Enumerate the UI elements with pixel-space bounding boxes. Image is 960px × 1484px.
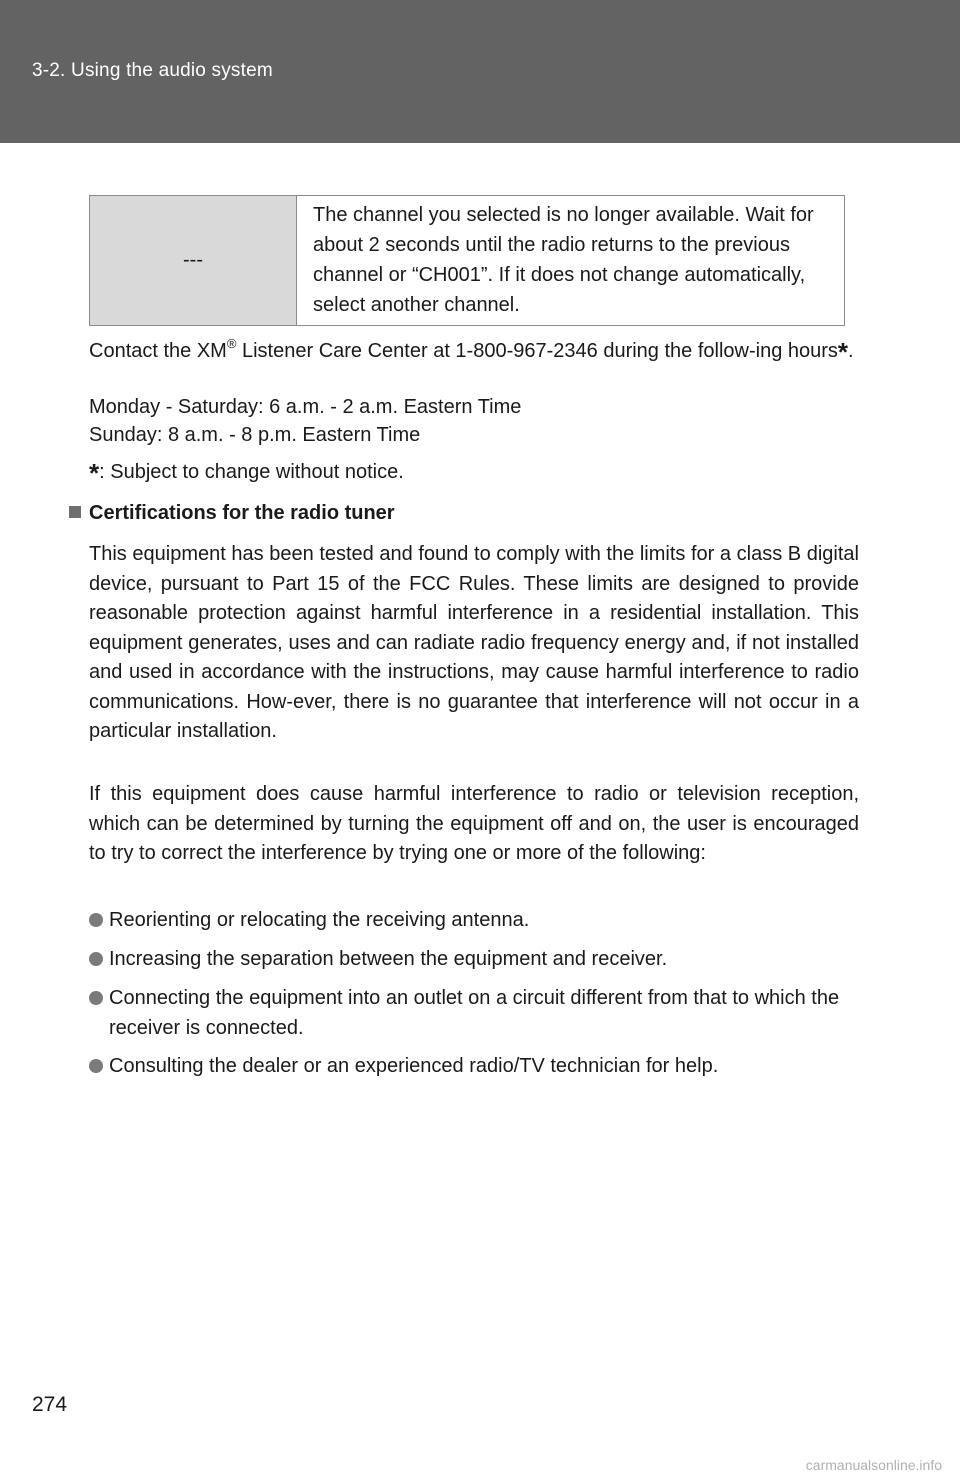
bullet-dot-icon [89,1059,103,1073]
certifications-paragraph-1: This equipment has been tested and found to comply with the limits for a class B digital device, pursuant to Part 15 of the FCC Rules. These limits are designed to provide reasonable protection against harmful interference in a residential installation. This equipment generates, uses and can radiate radio frequency energy and, if not installed and used in accordance with the instructions, may cause harmful interference to radio communications. How-ever, there is no guarantee that interference will not occur in a particular installation. [89,543,859,742]
footnote-marker: * [837,337,849,367]
certifications-paragraph-2: If this equipment does cause harmful interference to radio or television reception, which can be determined by turning the equipment off and on, the user is encouraged to try to correct the interference by trying one or more of the following: [89,783,859,864]
watermark: carmanualsonline.info [805,1457,942,1473]
footnote [89,458,859,486]
list-item [89,905,859,935]
registered-mark: ® [226,336,237,351]
contact-paragraph [89,337,859,365]
hours-weekday: Monday - Saturday: 6 a.m. - 2 a.m. Eastern Time [89,396,522,418]
list-item-text: Connecting the equipment into an outlet on a circuit different from that to which the receiver is connected. [109,987,840,1039]
footnote-star: * [89,458,100,488]
list-item-text: Reorienting or relocating the receiving antenna. [109,909,530,931]
bullet-dot-icon [89,991,103,1005]
list-item-text: Increasing the separation between the equipment and receiver. [109,948,668,970]
contact-text-cont: Listener Care Center at 1-800-967-2346 during the follow-ing hours [236,340,838,362]
message-code: --- [90,196,297,325]
bullet-dot-icon [89,913,103,927]
list-item [89,983,859,1043]
section-title: 3-2. Using the audio system [32,60,273,81]
message-table [89,195,845,326]
contact-text: Contact the XM [89,340,227,362]
certifications-heading [69,499,395,527]
footnote-text: : Subject to change without notice. [99,461,404,483]
contact-period: . [848,340,854,362]
hours-sunday: Sunday: 8 a.m. - 8 p.m. Eastern Time [89,424,421,446]
bullet-dot-icon [89,952,103,966]
page-header [0,0,960,143]
certifications-heading-text: Certifications for the radio tuner [89,502,395,524]
list-item-text: Consulting the dealer or an experienced radio/TV technician for help. [109,1055,719,1077]
square-bullet-icon [69,506,81,518]
list-item [89,1051,859,1081]
list-item [89,944,859,974]
message-description: The channel you selected is no longer available. Wait for about 2 seconds until the radio returns to the previous channel or “CH001”. If it does not change automatically, select another channel. [313,204,814,316]
page-number: 274 [32,1393,68,1416]
